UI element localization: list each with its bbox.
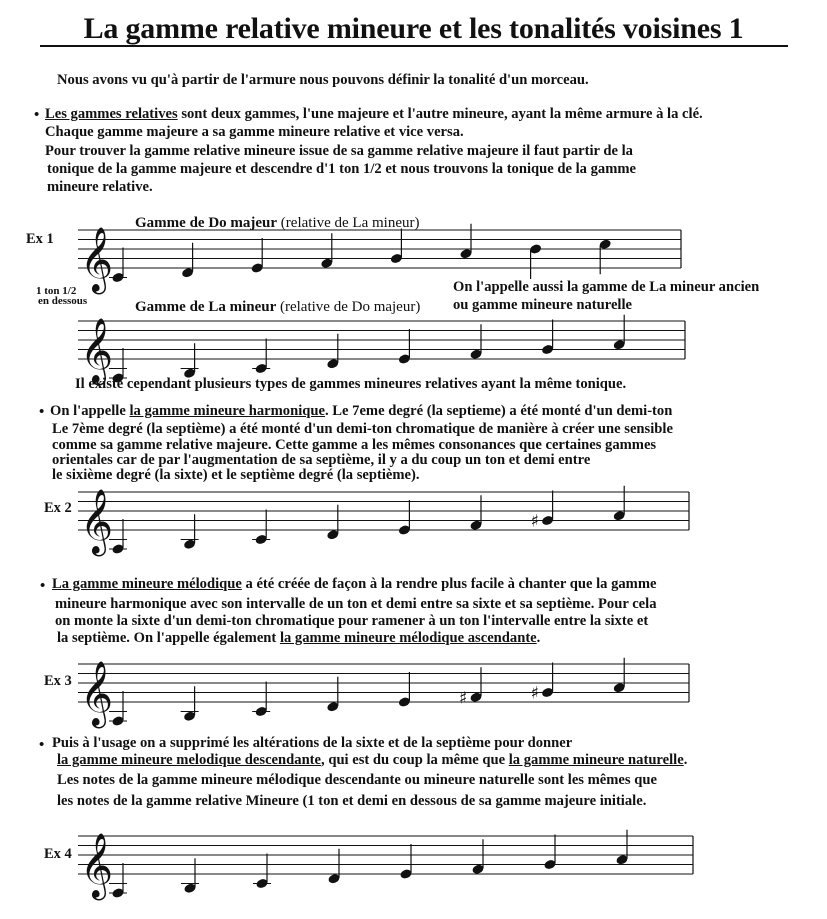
section2-line4: orientales car de par l'augmentation de sa septième, il y a du coup un ton et demi entre xyxy=(52,452,591,468)
treble-clef-icon: 𝄞 xyxy=(80,489,114,554)
bullet-1: • xyxy=(34,107,40,123)
ex3-label: Ex 3 xyxy=(44,673,72,689)
section4-line1: Puis à l'usage on a supprimé les altérations de la sixte et de la septième pour donner xyxy=(52,735,573,751)
ex2-label: Ex 2 xyxy=(44,500,72,516)
sharp-icon: ♯ xyxy=(459,688,468,709)
ex1-minor-caption-normal: (relative de Do majeur) xyxy=(276,299,421,315)
treble-clef-icon: 𝄞 xyxy=(80,661,114,726)
ex1-note-line1: On l'appelle aussi la gamme de La mineur ancien xyxy=(453,279,760,295)
bullet-4: • xyxy=(39,737,45,753)
ex4-label: Ex 4 xyxy=(44,846,72,862)
term-melodique-ascendante: la gamme mineure mélodique ascendante xyxy=(279,630,537,646)
section1-line1-rest: sont deux gammes, l'une majeure et l'autre mineure, ayant la même armure à la clé. xyxy=(177,106,703,122)
sharp-icon: ♯ xyxy=(530,683,539,704)
bullet-2: • xyxy=(39,404,45,420)
section4-line3: Les notes de la gamme mineure mélodique descendante ou mineure naturelle sont les mêmes que xyxy=(57,772,657,788)
intro-text: Nous avons vu qu'à partir de l'armure nous pouvons définir la tonalité d'un morceau. xyxy=(57,72,589,88)
section4-line2-post: . xyxy=(683,752,688,768)
section1-line3: Pour trouver la gamme relative mineure issue de sa gamme relative majeure il faut partir de la xyxy=(45,143,633,159)
section1-line4: tonique de la gamme majeure et descendre d'1 ton 1/2 et nous trouvons la tonique de la gamme xyxy=(47,161,637,177)
section3-line3: on monte la sixte d'un demi-ton chromatique pour ramener à un ton l'intervalle entre la sixte et xyxy=(55,613,649,629)
term-mineure-naturelle: la gamme mineure naturelle xyxy=(508,752,684,768)
interval-label-2: en dessous xyxy=(38,295,88,307)
section2-line1-rest: . Le 7eme degré (la septieme) a été monté d'un demi-ton xyxy=(325,403,673,419)
term-harmonique: la gamme mineure harmonique xyxy=(129,403,325,419)
bullet-3: • xyxy=(40,578,46,594)
section2-line3: comme sa gamme relative majeure. Cette gamme a les mêmes consonances que certaines gammes xyxy=(52,437,657,453)
ex1-minor-caption-bold: Gamme de La mineur xyxy=(135,299,277,315)
section4-line4: les notes de la gamme relative Mineure (1 ton et demi en dessous de sa gamme majeure initiale. xyxy=(57,793,647,809)
treble-clef-icon: 𝄞 xyxy=(80,833,114,898)
ex1-label: Ex 1 xyxy=(26,231,54,247)
section3-line2: mineure harmonique avec son intervalle de un ton et demi entre sa sixte et sa septième. Pour cela xyxy=(55,596,657,612)
ex1-note-line2: ou gamme mineure naturelle xyxy=(453,297,633,313)
term-melodique-descendante: la gamme mineure melodique descendante xyxy=(57,752,322,768)
interval-label-1: 1 ton 1/2 xyxy=(36,285,77,297)
term-melodique: La gamme mineure mélodique xyxy=(52,576,242,592)
section1-line2: Chaque gamme majeure a sa gamme mineure relative et vice versa. xyxy=(45,124,464,140)
section1-line5: mineure relative. xyxy=(47,179,153,195)
section3-line1-rest: a été créée de façon à la rendre plus facile à chanter que la gamme xyxy=(241,576,657,592)
term-gammes-relatives: Les gammes relatives xyxy=(45,106,178,122)
page-title: La gamme relative mineure et les tonalités voisines 1 xyxy=(83,12,744,45)
ex1-caption-normal: (relative de La mineur) xyxy=(277,215,420,231)
section3-line4-pre: la septième. On l'appelle également xyxy=(57,630,280,646)
treble-clef-icon: 𝄞 xyxy=(80,227,114,292)
section2-line1-pre: On l'appelle xyxy=(50,403,130,419)
transition-text: Il existe cependant plusieurs types de gammes mineures relatives ayant la même tonique. xyxy=(75,376,627,392)
ex1-caption-bold: Gamme de Do majeur xyxy=(135,215,278,231)
treble-clef-icon: 𝄞 xyxy=(80,318,114,383)
section4-line2-mid: , qui est du coup la même que xyxy=(321,752,509,768)
section2-line2: Le 7ème degré (la septième) a été monté d'un demi-ton chromatique de manière à créer une sensible xyxy=(52,421,673,437)
sharp-icon: ♯ xyxy=(530,511,539,532)
section2-line5: le sixième degré (la sixte) et le septième degré (la septième). xyxy=(52,467,420,483)
section3-line4-post: . xyxy=(536,630,541,646)
